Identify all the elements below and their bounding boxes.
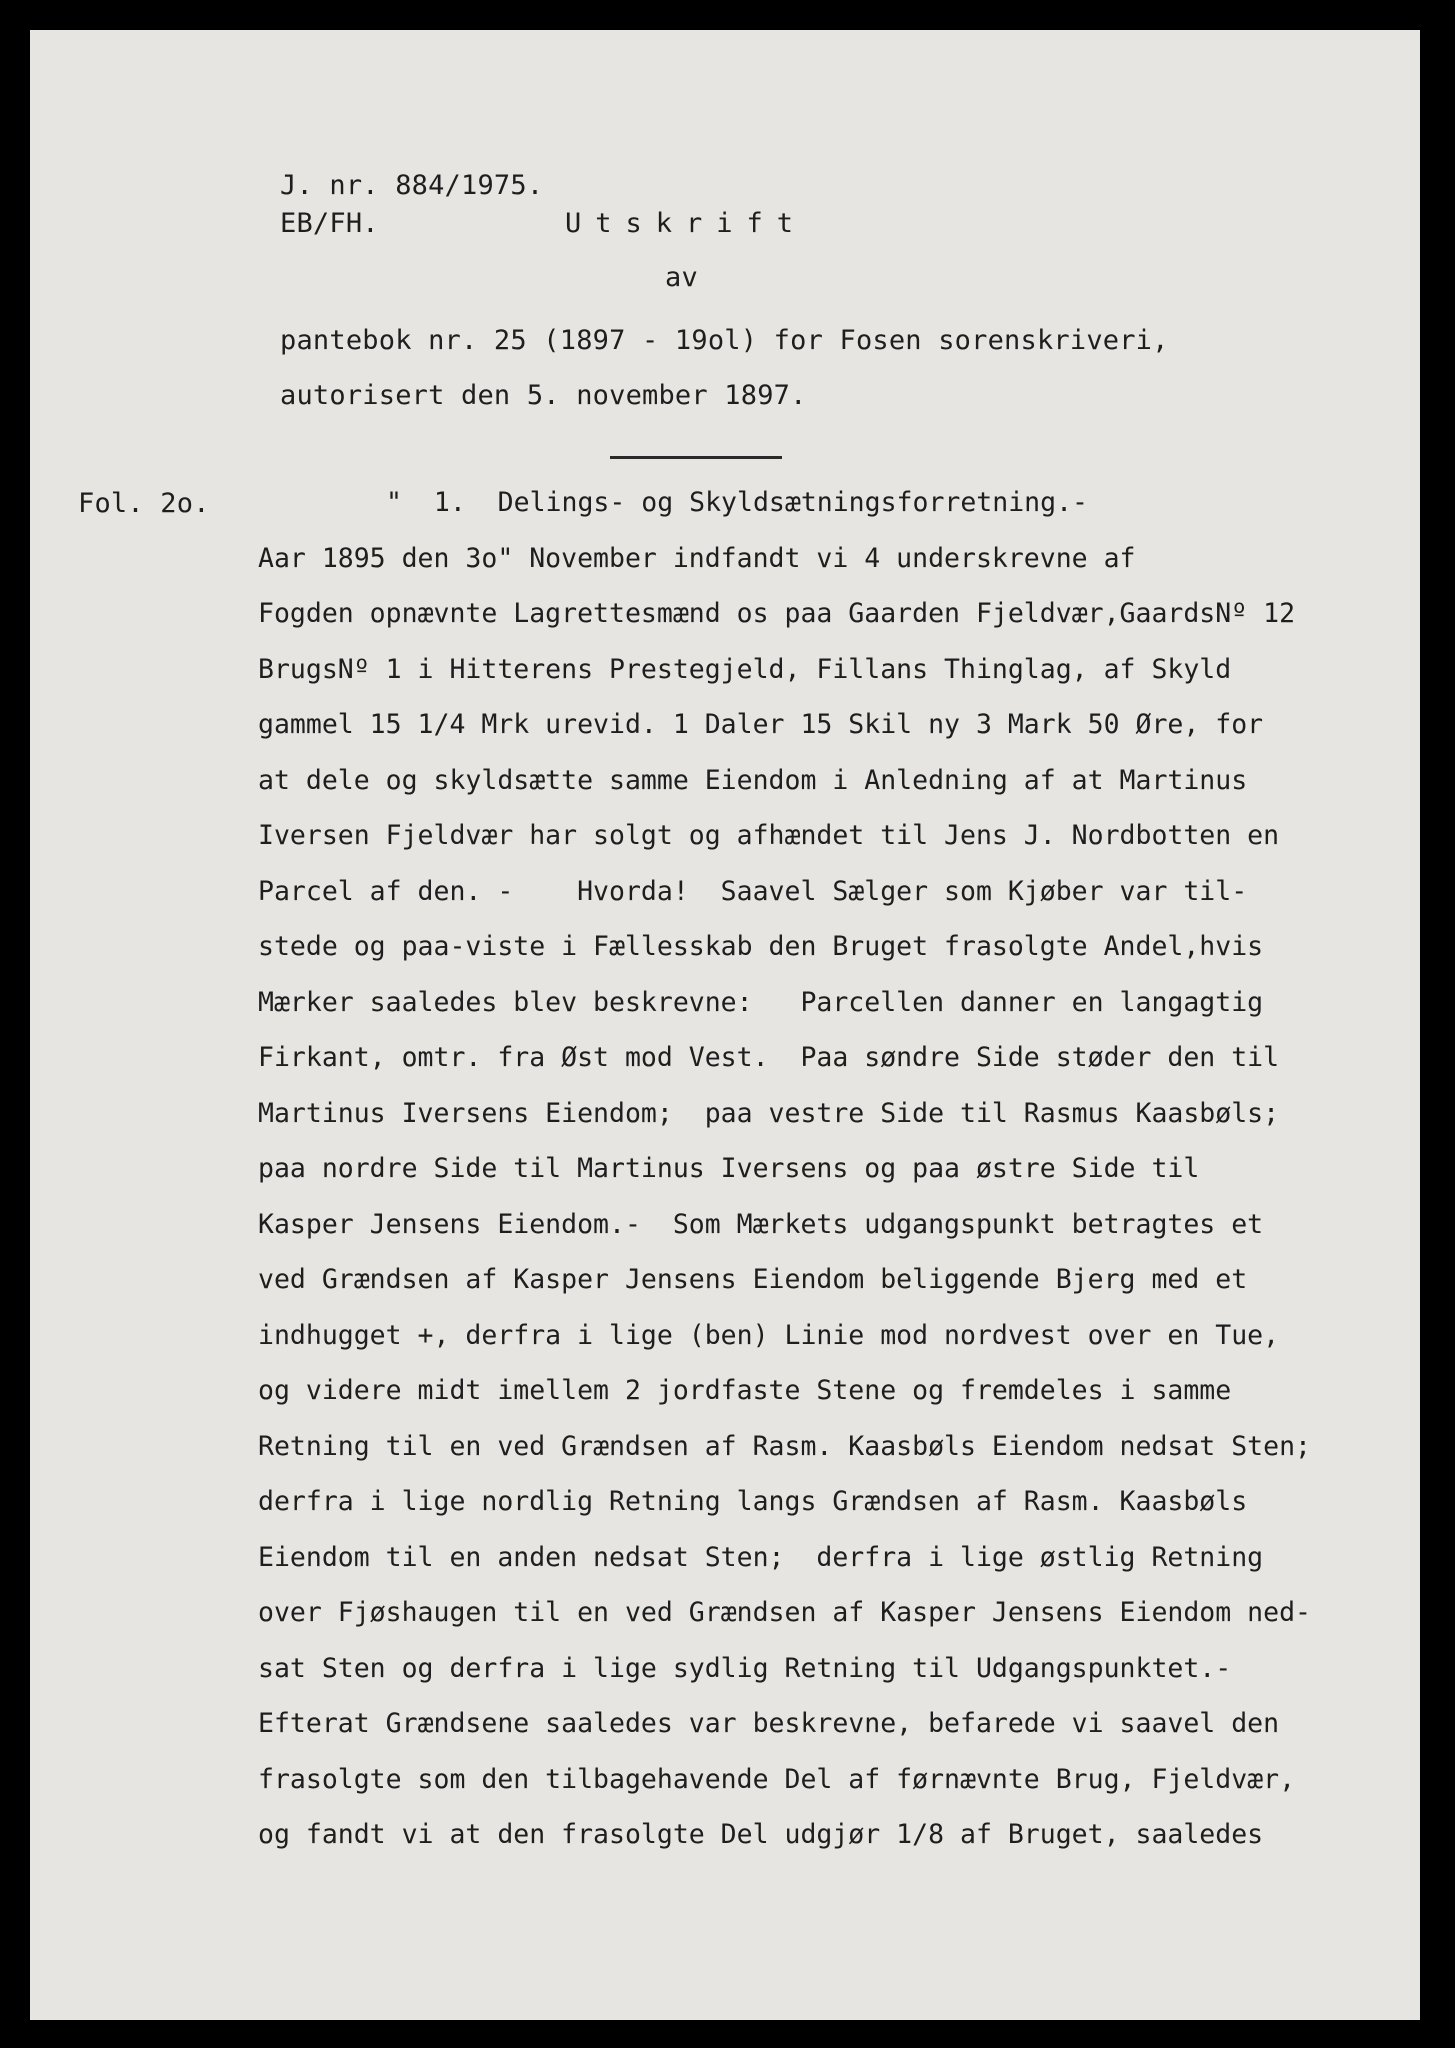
- body-line: frasolgte som den tilbagehavende Del af førnævnte Brug, Fjeldvær,: [258, 1763, 1296, 1795]
- reference-initials: EB/FH.: [280, 208, 379, 239]
- body-line: at dele og skyldsætte samme Eiendom i Anledning af at Martinus: [258, 764, 1248, 796]
- body-line: stede og paa-viste i Fællesskab den Bruget frasolgte Andel,hvis: [258, 931, 1264, 962]
- body-line: indhugget +, derfra i lige (ben) Linie mod nordvest over en Tue,: [258, 1319, 1280, 1351]
- document-page: [30, 30, 1420, 2020]
- body-line: Firkant, omtr. fra Øst mod Vest. Paa søndre Side støder den til: [258, 1042, 1280, 1073]
- intro-line-2: autorisert den 5. november 1897.: [280, 380, 807, 411]
- body-text: [258, 488, 1311, 1876]
- body-line: og fandt vi at den frasolgte Del udgjør 1/8 af Bruget, saaledes: [258, 1819, 1264, 1850]
- title-av: av: [665, 262, 698, 293]
- body-line: over Fjøshaugen til en ved Grændsen af Kasper Jensens Eiendom ned-: [258, 1597, 1311, 1628]
- document-title: Utskrift: [565, 208, 808, 239]
- body-line: Iversen Fjeldvær har solgt og afhændet til Jens J. Nordbotten en: [258, 820, 1280, 851]
- journal-number: J. nr. 884/1975.: [280, 170, 544, 201]
- body-line: paa nordre Side til Martinus Iversens og paa østre Side til: [258, 1153, 1200, 1184]
- body-line: Efterat Grændsene saaledes var beskrevne, befarede vi saavel den: [258, 1708, 1280, 1739]
- intro-line-1: pantebok nr. 25 (1897 - 19ol) for Fosen sorenskriveri,: [280, 325, 1169, 356]
- body-line: og videre midt imellem 2 jordfaste Stene og fremdeles i samme: [258, 1375, 1232, 1406]
- body-line: ved Grændsen af Kasper Jensens Eiendom beliggende Bjerg med et: [258, 1264, 1248, 1295]
- body-line: derfra i lige nordlig Retning langs Grændsen af Rasm. Kaasbøls: [258, 1486, 1248, 1517]
- body-line: Kasper Jensens Eiendom.- Som Mærkets udgangspunkt betragtes et: [258, 1208, 1264, 1240]
- body-line: " 1. Delings- og Skyldsætningsforretning.-: [386, 487, 1088, 518]
- body-line: BrugsNº 1 i Hitterens Prestegjeld, Fillans Thinglag, af Skyld: [258, 653, 1232, 685]
- folio-margin-note: Fol. 2o.: [78, 488, 210, 519]
- body-line: Aar 1895 den 3o" November indfandt vi 4 underskrevne af: [258, 542, 1136, 574]
- body-line: Retning til en ved Grændsen af Rasm. Kaasbøls Eiendom nedsat Sten;: [258, 1430, 1311, 1462]
- body-line: Eiendom til en anden nedsat Sten; derfra i lige østlig Retning: [258, 1541, 1264, 1573]
- divider-rule: [610, 456, 782, 459]
- body-line: Mærker saaledes blev beskrevne: Parcellen danner en langagtig: [258, 986, 1264, 1018]
- body-line: gammel 15 1/4 Mrk urevid. 1 Daler 15 Skil ny 3 Mark 50 Øre, for: [258, 709, 1264, 740]
- body-line: Martinus Iversens Eiendom; paa vestre Side til Rasmus Kaasbøls;: [258, 1097, 1280, 1129]
- body-line: sat Sten og derfra i lige sydlig Retning til Udgangspunktet.-: [258, 1652, 1232, 1684]
- body-line: Parcel af den. - Hvorda! Saavel Sælger som Kjøber var til-: [258, 875, 1248, 907]
- body-line: Fogden opnævnte Lagrettesmænd os paa Gaarden Fjeldvær,GaardsNº 12: [258, 598, 1296, 629]
